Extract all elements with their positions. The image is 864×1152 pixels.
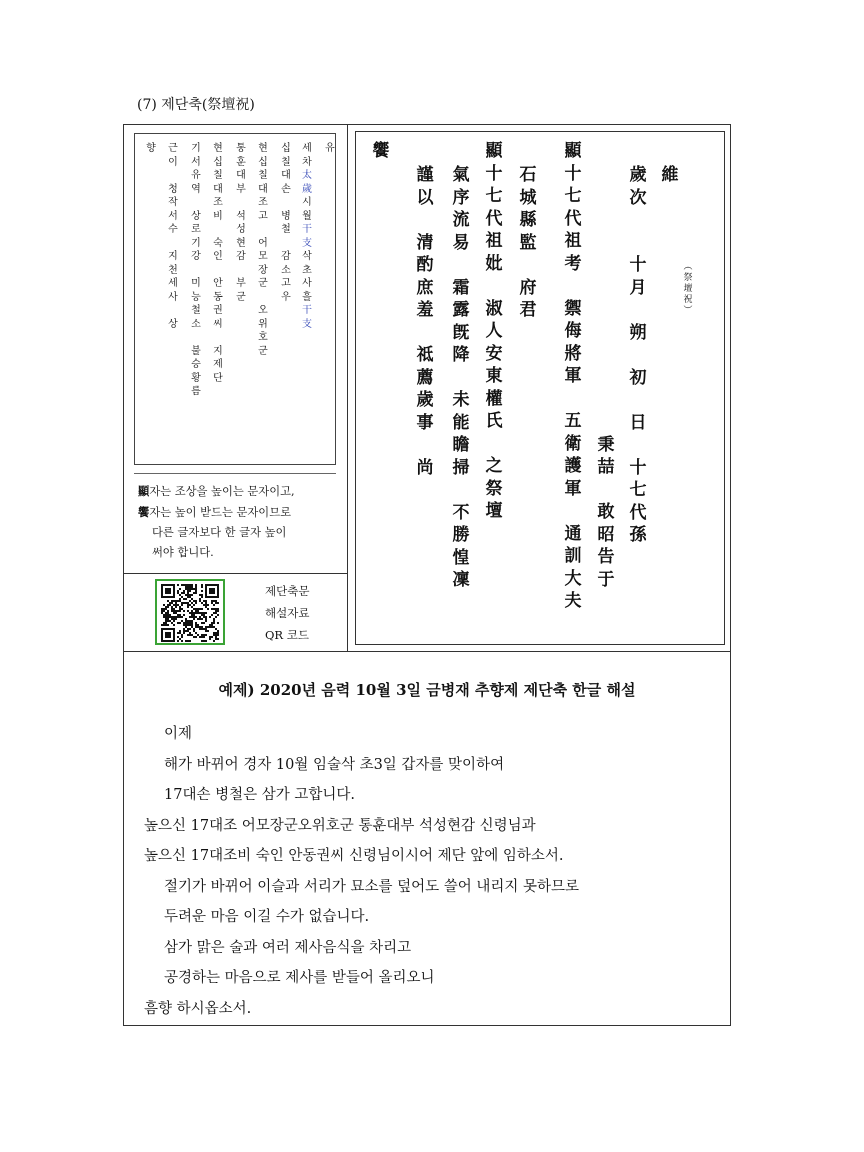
korean-char: 칠 [213,170,223,181]
korean-char: 상 [191,210,201,222]
hanja-char [594,389,618,412]
hanja-char: 東 [485,366,503,386]
hanja-char: 之 [485,456,503,476]
korean-char: 위 [258,318,268,330]
hanja-char: 祖 [564,231,582,251]
hanja-column [369,140,393,163]
qr-caption-line: 제단축문 [265,584,310,598]
qr-code-icon [161,584,219,642]
hanja-char: 敢 [597,502,615,522]
korean-char: 유 [325,143,335,154]
korean-char: 대 [258,183,268,195]
example-line: 높으신 17대조 어모장군오위호군 통훈대부 석성현감 신령님과 [144,817,536,834]
hanja-char [561,388,585,411]
example-line: 높으신 17대조비 숙인 안동권씨 신령님이시어 제단 앞에 임하소서. [144,848,564,864]
hanja-char: 七 [629,480,647,500]
korean-char: 군 [258,278,268,289]
hanja-char: 禦 [564,298,582,319]
korean-char: 초 [302,264,312,276]
hanja-char: 人 [485,321,503,341]
korean-char: 근 [168,143,178,154]
korean-char: 세 [302,143,312,154]
korean-char: 승 [191,359,201,370]
korean-char: 干 [302,305,312,316]
korean-char: 오 [258,305,268,316]
korean-char: 대 [236,170,246,181]
hanja-char: 顯 [564,141,582,161]
hanja-char: 侮 [564,321,582,341]
korean-char: 철 [191,305,201,316]
hanja-char: 流 [452,210,470,230]
korean-char: 병 [281,210,291,222]
korean-char: 어 [258,237,268,249]
note-divider [134,473,336,474]
qr-caption-line: QR 코드 [265,628,309,642]
korean-char: 불 [191,345,201,357]
hanja-char: 告 [597,547,615,567]
hanja-char: 氏 [485,411,503,431]
korean-char: 지 [168,251,178,262]
hanja-char: 安 [485,343,503,364]
korean-char: 사 [168,291,178,303]
hanja-char: 以 [416,187,434,208]
korean-char: 고 [258,210,268,222]
korean-column [279,142,293,304]
korean-char: 부 [236,183,246,195]
korean-char: 인 [213,251,223,262]
korean-column [256,142,270,358]
korean-char: 로 [191,224,201,235]
hanja-char: 易 [452,232,470,253]
subtitle-char: ︵ [683,262,693,272]
korean-char [211,223,225,237]
example-line: 절기가 바뀌어 이슬과 서리가 묘소를 덮어도 쓸어 내리지 못하므로 [164,878,580,895]
korean-char: 감 [236,251,246,262]
example-line: 두려운 마음 이길 수가 없습니다. [164,909,370,925]
korean-char: 우 [281,291,291,303]
korean-char: 단 [213,372,223,384]
hanja-column [626,164,650,547]
korean-char: 름 [191,386,201,397]
note-text: 자는 높이 받드는 문자이므로 [149,506,292,519]
korean-char: 호 [258,332,268,343]
korean-char: 황 [191,372,201,384]
korean-char: 대 [281,170,291,181]
hanja-char: 歲 [629,165,647,185]
hanja-char: 城 [519,187,537,208]
hanja-char: 十 [629,255,647,275]
korean-char [256,291,270,305]
korean-column [323,142,337,156]
korean-char [234,196,248,210]
korean-char: 십 [281,143,291,154]
korean-char: 소 [191,318,201,330]
korean-char: 씨 [213,318,223,330]
hanja-column [594,231,618,591]
korean-char [211,331,225,345]
hanja-char [594,231,618,254]
korean-char: 미 [191,278,201,289]
korean-char [189,196,203,210]
hanja-char: 七 [485,186,503,206]
hanja-char: 日 [629,412,647,433]
example-line: 삼가 맑은 술과 여러 제사음식을 차리고 [164,939,412,956]
korean-char: 감 [281,251,291,262]
korean-char: 청 [168,183,178,195]
hanja-char [449,479,473,502]
korean-char: 성 [236,224,246,235]
hanja-char: 薦 [416,367,434,388]
korean-char: 고 [281,278,291,289]
hanja-char: 十 [629,457,647,478]
korean-char: 상 [168,318,178,330]
hanja-char: 月 [629,277,647,298]
korean-char: 세 [168,278,178,289]
korean-char: 숙 [213,237,223,249]
korean-char: 비 [213,210,223,222]
hanja-char [482,433,506,456]
korean-char: 천 [168,264,178,276]
korean-char: 조 [213,197,223,208]
note-bold-char: 顯 [138,484,150,498]
hanja-char: 掃 [452,457,470,478]
hanja-char: 軍 [564,478,582,499]
hanja-column [658,164,682,187]
hanja-char: 初 [629,367,647,388]
korean-char: 현 [213,143,223,154]
hanja-char [482,275,506,298]
hanja-char: 代 [564,208,582,229]
hanja-char [516,254,540,277]
subtitle-vertical [681,262,695,317]
hanja-char: 清 [416,232,434,253]
subtitle-char: 壇 [683,284,693,294]
korean-char [256,223,270,237]
subtitle-char: 祝 [683,295,693,305]
hanja-char [594,479,618,502]
korean-char: 통 [236,143,246,154]
subtitle-char: 祭 [683,273,693,283]
korean-char: 십 [213,156,223,168]
korean-char [211,264,225,278]
hanja-char: 霜 [452,277,470,298]
korean-char: 손 [281,183,291,195]
hanja-char: 酌 [416,255,434,275]
example-line: 흠향 하시옵소서. [144,1000,252,1017]
hanja-char: 尚 [416,457,434,478]
korean-char: 칠 [281,156,291,168]
hanja-char: 能 [452,412,470,433]
hanja-char [594,321,618,344]
korean-column [300,142,314,331]
hanja-char: 未 [452,390,470,410]
hanja-char [561,500,585,523]
korean-char: 월 [302,210,312,222]
hanja-char [449,367,473,390]
korean-char: 차 [302,156,312,168]
example-line: 17대손 병철은 삼가 고합니다. [164,787,355,803]
korean-char: 안 [213,278,223,289]
hanja-char: 事 [416,412,434,433]
hanja-char: 權 [485,388,503,409]
hanja-char: 石 [519,165,537,185]
hanja-char: 秉 [597,434,615,455]
hanja-char: 府 [519,277,537,298]
korean-char: 干 [302,224,312,235]
hanja-char: 七 [564,186,582,206]
hanja-char: 五 [564,411,582,431]
korean-char: 흘 [302,291,312,303]
korean-char: 석 [236,210,246,222]
korean-char: 삭 [302,251,312,262]
hanja-column [516,164,540,322]
example-line: 해가 바뀌어 경자 10월 임술삭 초3일 갑자를 맞이하여 [164,756,505,773]
korean-char [189,264,203,278]
korean-column [189,142,203,399]
korean-char: 유 [191,170,201,181]
hanja-char: 十 [564,163,582,184]
korean-char: 기 [191,143,201,154]
hanja-char [594,411,618,434]
korean-char: 소 [281,264,291,276]
hanja-char: 監 [519,232,537,253]
hanja-char: 顯 [485,141,503,161]
hanja-char: 祭 [485,478,503,499]
korean-char [166,169,180,183]
hanja-char [626,344,650,367]
qr-caption [265,580,309,646]
qr-caption-line: 해설자료 [265,606,310,620]
hanja-char [594,299,618,322]
korean-char [279,237,293,251]
korean-char: 서 [168,210,178,222]
korean-char: 작 [168,197,178,208]
hanja-char: 祗 [416,345,434,365]
note-text: 자는 조상을 높이는 문자이고, [149,485,295,498]
korean-char: 수 [168,224,178,235]
hanja-char [626,434,650,457]
hanja-char: 昭 [597,524,615,545]
hanja-char: 歲 [416,390,434,410]
korean-char: 歲 [302,183,312,195]
hanja-column [449,164,473,592]
korean-char [166,237,180,251]
hanja-char [626,232,650,255]
example-title: 예제) 2020년 음력 10월 3일 금병재 추향제 제단축 한글 해설 [218,681,636,699]
example-line: 공경하는 마음으로 제사를 받들어 올리오니 [164,970,435,986]
hanja-char [626,389,650,412]
hanja-char: 妣 [485,253,503,274]
hanja-char [626,299,650,322]
korean-char: 支 [302,237,312,249]
hanja-char: 大 [564,568,582,589]
hanja-char: 夫 [564,591,582,611]
korean-char: 부 [236,278,246,289]
hanja-char: 代 [485,208,503,229]
korean-char: 군 [258,345,268,357]
hanja-char [561,275,585,298]
hanja-char: 序 [452,187,470,208]
hanja-char: 衛 [564,433,582,454]
hanja-char: 祖 [485,231,503,251]
section-heading: (7) 제단축(祭壇祝) [137,97,255,113]
hanja-column [561,140,585,613]
korean-char: 권 [213,305,223,316]
hanja-char: 庶 [416,277,434,298]
hanja-char: 縣 [519,210,537,230]
hanja-char [626,209,650,232]
korean-char: 동 [213,291,223,303]
hanja-prayer-box [355,131,725,645]
prayer-document-frame [123,124,731,1026]
note-block [138,481,343,563]
hanja-char [594,276,618,299]
qr-divider [124,573,347,574]
hanja-char: 代 [629,502,647,523]
example-line: 이제 [164,726,193,742]
hanja-char [594,344,618,367]
hanja-char: 通 [564,523,582,544]
hanja-char: 喆 [597,457,615,477]
korean-char: 이 [168,156,178,168]
hanja-char: 訓 [564,546,582,566]
hanja-char: 氣 [452,165,470,185]
hanja-char: 羞 [416,300,434,320]
hanja-char: 勝 [452,525,470,545]
korean-char: 십 [258,156,268,168]
hanja-char: 孫 [629,525,647,545]
korean-char: 훈 [236,156,246,168]
hanja-char: 朔 [629,322,647,343]
korean-char: 칠 [258,170,268,181]
hanja-char: 次 [629,187,647,208]
korean-char: 철 [281,224,291,235]
korean-column [166,142,180,331]
korean-char: 서 [191,156,201,168]
korean-char [234,264,248,278]
korean-column [234,142,248,304]
korean-char: 기 [191,237,201,249]
section-divider [124,651,730,652]
hanja-char: 惶 [452,547,470,568]
korean-char [279,196,293,210]
hanja-char: 瞻 [452,435,470,455]
hanja-char [594,366,618,389]
hanja-column [482,140,506,523]
hanja-char: 壇 [485,501,503,521]
hanja-char: 軍 [564,366,582,386]
qr-code[interactable] [155,579,225,645]
hanja-char: 旣 [452,322,470,343]
korean-char: 太 [302,170,312,181]
korean-column [211,142,225,385]
hanja-char [449,254,473,277]
hanja-char: 君 [519,300,537,320]
note-text: 다른 글자보다 한 글자 높이 [152,526,287,539]
korean-char: 역 [191,183,201,195]
subtitle-char: ︶ [683,306,693,316]
korean-char: 능 [191,291,201,303]
hanja-char: 饗 [372,141,390,161]
korean-char: 대 [213,183,223,195]
hanja-column [413,164,437,479]
note-text: 써야 합니다. [152,546,214,559]
hanja-char: 凜 [452,570,470,590]
hanja-char: 不 [452,502,470,523]
korean-reading-box [134,133,336,465]
hanja-char: 維 [661,165,679,185]
hanja-char: 護 [564,456,582,476]
hanja-char: 露 [452,300,470,320]
note-bold-char: 饗 [138,505,150,519]
korean-char: 현 [258,143,268,154]
korean-char: 시 [302,197,312,208]
hanja-char: 考 [564,253,582,274]
korean-char: 향 [146,143,156,154]
korean-char: 제 [213,359,223,370]
hanja-char [594,254,618,277]
korean-char [166,304,180,318]
korean-char: 支 [302,318,312,330]
hanja-char [413,434,437,457]
korean-char: 조 [258,197,268,208]
hanja-char: 將 [564,343,582,364]
korean-char: 사 [302,278,312,289]
korean-char: 모 [258,251,268,262]
hanja-char: 降 [452,345,470,365]
korean-char: 군 [236,291,246,303]
korean-char: 장 [258,264,268,276]
hanja-char: 淑 [485,298,503,319]
hanja-char: 十 [485,163,503,184]
korean-char: 현 [236,237,246,249]
korean-char: 지 [213,345,223,357]
korean-column [144,142,158,156]
hanja-char [413,209,437,232]
hanja-char: 于 [597,569,615,590]
korean-char [189,331,203,345]
column-divider [347,125,348,651]
hanja-char: 謹 [416,165,434,185]
example-body [144,719,579,1024]
korean-char: 강 [191,251,201,262]
hanja-char [413,322,437,345]
